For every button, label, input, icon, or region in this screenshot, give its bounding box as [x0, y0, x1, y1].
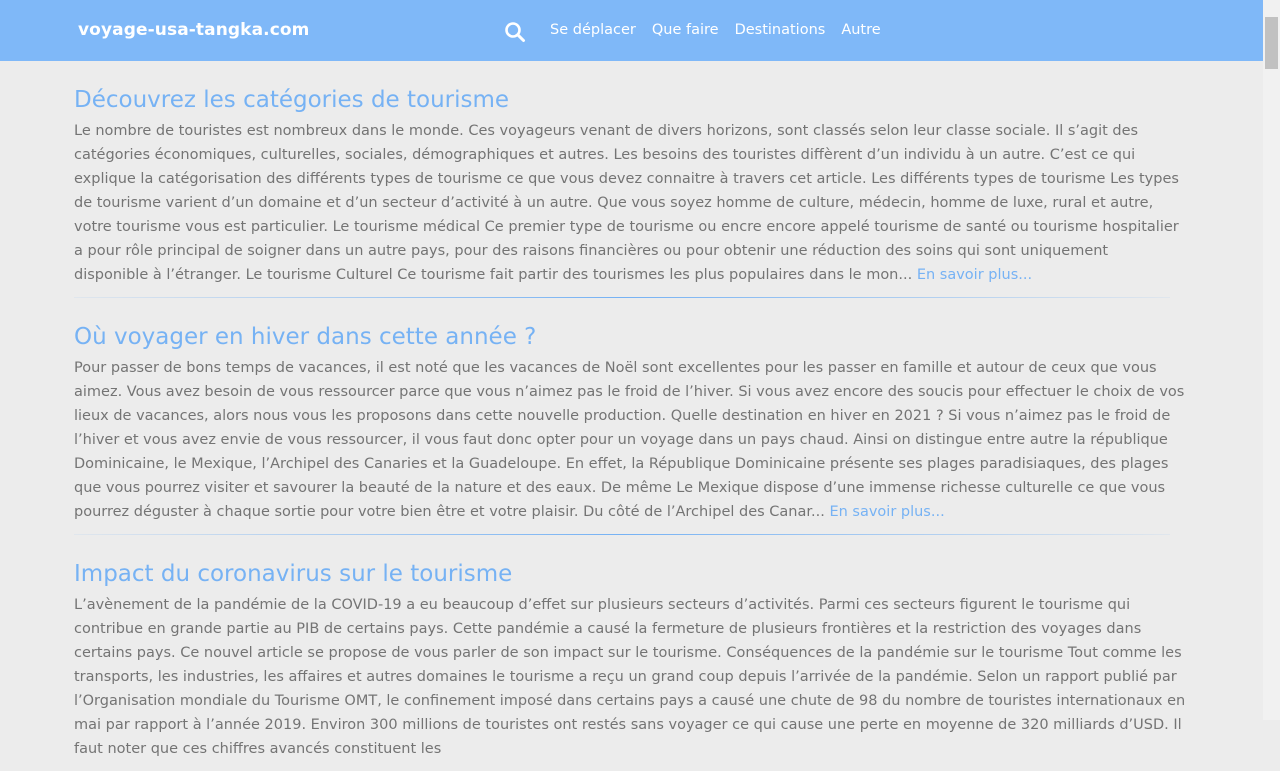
- search-icon[interactable]: [503, 20, 527, 44]
- nav-item-que-faire[interactable]: Que faire: [651, 22, 719, 38]
- article-title[interactable]: Découvrez les catégories de tourisme: [74, 87, 510, 113]
- nav-item-destinations[interactable]: Destinations: [734, 22, 826, 38]
- article-divider: [74, 534, 1170, 535]
- nav-item-autre[interactable]: Autre: [841, 22, 881, 38]
- article-item: [74, 559, 1186, 771]
- site-logo[interactable]: voyage-usa-tangka.com: [78, 20, 310, 40]
- nav-item-se-deplacer[interactable]: Se déplacer: [550, 22, 636, 38]
- article-item: [74, 85, 1186, 297]
- article-title[interactable]: Où voyager en hiver dans cette année ?: [74, 324, 537, 350]
- article-excerpt-text: Le nombre de touristes est nombreux dans le monde. Ces voyageurs venant de divers horizons, sont classés selon leur classe sociale. Il s’agit des catégories économiques, culturelles, sociales, démographiques et autres. Les besoins des touristes diffèrent d’un individu à un autre. C’est ce qui explique la catégorisation des différents types de tourisme ce que vous devez connaitre à travers cet article. Les différents types de tourisme Les types de tourisme varient d’un domaine et d’un secteur d’activité à un autre. Que vous soyez homme de culture, médecin, homme de luxe, rural et autre, votre tourisme vous est particulier. Le tourisme médical Ce premier type de tourisme ou encre encore appelé tourisme de santé ou tourisme hospitalier a pour rôle principal de soigner dans un autre pays, pour des raisons financières ou pour obtenir une réduction des soins qui sont uniquement disponible à l’étranger. Le tourisme Culturel Ce tourisme fait partir des tourismes les plus populaires dans le mon...: [74, 123, 1179, 283]
- article-item: [74, 322, 1186, 534]
- scrollbar-thumb[interactable]: [1265, 17, 1278, 69]
- article-excerpt-text: Pour passer de bons temps de vacances, il est noté que les vacances de Noël sont excellentes pour les passer en famille et autour de ceux que vous aimez. Vous avez besoin de vous ressourcer parce que vous n’aimez pas le froid de l’hiver. Si vous avez encore des soucis pour effectuer le choix de vos lieux de vacances, alors nous vous les proposons dans cette nouvelle production. Quelle destination en hiver en 2021 ? Si vous n’aimez pas le froid de l’hiver et vous avez envie de vous ressourcer, il vous faut donc opter pour un voyage dans un pays chaud. Ainsi on distingue entre autre la république Dominicaine, le Mexique, l’Archipel des Canaries et la Guadeloupe. En effet, la République Dominicaine présente ses plages paradisiaques, des plages que vous pourrez visiter et savourer la beauté de la nature et des eaux. De même Le Mexique dispose d’une immense richesse culturelle ce que vous pourrez déguster à chaque sortie pour votre bien être et votre plaisir. Du côté de l’Archipel des Canar...: [74, 360, 1185, 520]
- article-excerpt: [74, 593, 1186, 761]
- article-excerpt: [74, 119, 1186, 287]
- article-title[interactable]: Impact du coronavirus sur le tourisme: [74, 561, 513, 587]
- main-nav: [550, 22, 897, 38]
- article-excerpt: [74, 356, 1186, 524]
- article-excerpt-text: L’avènement de la pandémie de la COVID-19 a eu beaucoup d’effet sur plusieurs secteurs d’activités. Parmi ces secteurs figurent le tourisme qui contribue en grande partie au PIB de certains pays. Cette pandémie a causé la fermeture de plusieurs frontières et la restriction des voyages dans certains pays. Ce nouvel article se propose de vous parler de son impact sur le tourisme. Conséquences de la pandémie sur le tourisme Tout comme les transports, les industries, les affaires et autres domaines le tourisme a reçu un grand coup depuis l’arrivée de la pandémie. Selon un rapport publié par l’Organisation mondiale du Tourisme OMT, le confinement imposé dans certains pays a causé une chute de 98 du nombre de touristes internationaux en mai par rapport à l’année 2019. Environ 300 millions de touristes ont restés sans voyager ce qui cause une perte en moyenne de 320 milliards d’USD. Il faut noter que ces chiffres avancés constituent les: [74, 597, 1186, 757]
- article-list: [74, 85, 1186, 771]
- page-scrollbar[interactable]: [1263, 0, 1280, 720]
- article-divider: [74, 297, 1170, 298]
- site-header: [0, 0, 1263, 61]
- read-more-link[interactable]: En savoir plus...: [916, 267, 1033, 283]
- read-more-link[interactable]: En savoir plus...: [829, 504, 945, 520]
